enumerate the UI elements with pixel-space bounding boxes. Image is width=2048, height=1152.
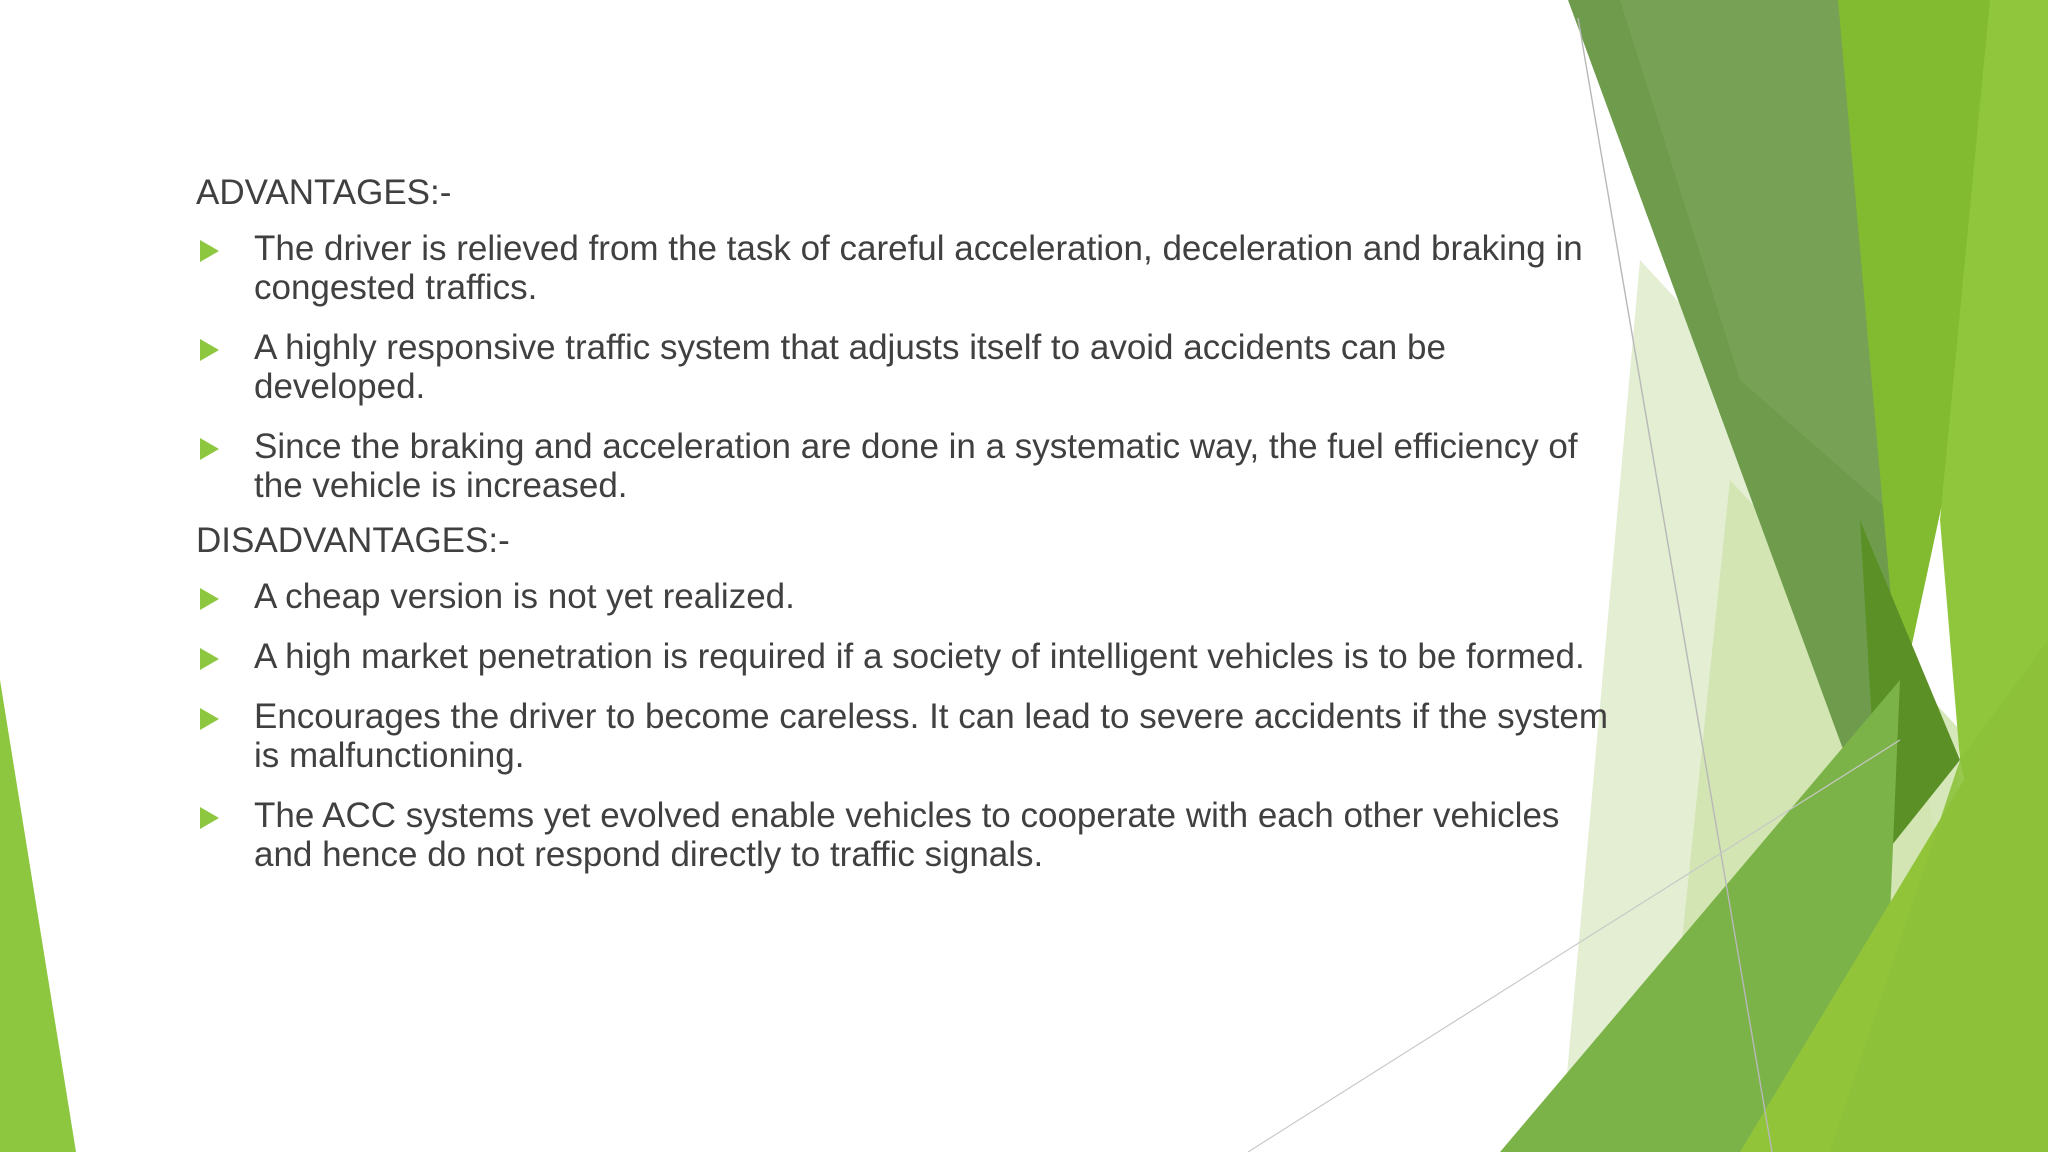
triangle-right-icon xyxy=(200,648,219,670)
advantage-item xyxy=(196,328,1616,406)
disadvantage-text: Encourages the driver to become careless. It can lead to severe accidents if the system is malfunctioning. xyxy=(254,697,1609,775)
disadvantages-heading: DISADVANTAGES:- xyxy=(196,521,510,560)
disadvantage-text: The ACC systems yet evolved enable vehicles to cooperate with each other vehicles and hence do not respond directly to traffic signals. xyxy=(254,796,1560,874)
disadvantage-item xyxy=(196,796,1616,874)
advantages-list xyxy=(196,229,1616,505)
triangle-right-icon xyxy=(200,807,219,829)
left-green-sliver xyxy=(0,680,76,1152)
triangle-right-icon xyxy=(200,240,219,262)
triangle-right-icon xyxy=(200,339,219,361)
triangle-right-icon xyxy=(200,708,219,730)
triangle-right-icon xyxy=(200,588,219,610)
disadvantage-item xyxy=(196,577,1616,616)
advantage-text: The driver is relieved from the task of careful acceleration, deceleration and braking in congested traffics. xyxy=(254,229,1583,307)
triangle-right-icon xyxy=(200,438,219,460)
advantages-heading: ADVANTAGES:- xyxy=(196,173,452,212)
disadvantages-list xyxy=(196,577,1616,874)
disadvantage-text: A high market penetration is required if a society of intelligent vehicles is to be formed. xyxy=(254,637,1585,676)
disadvantage-item xyxy=(196,637,1616,676)
advantage-text: A highly responsive traffic system that adjusts itself to avoid accidents can be developed. xyxy=(254,328,1446,406)
disadvantage-text: A cheap version is not yet realized. xyxy=(254,577,795,616)
slide-content xyxy=(196,172,1616,889)
advantage-item xyxy=(196,427,1616,505)
advantage-text: Since the braking and acceleration are done in a systematic way, the fuel efficiency of the vehicle is increased. xyxy=(254,427,1578,505)
advantage-item xyxy=(196,229,1616,307)
disadvantage-item xyxy=(196,697,1616,775)
